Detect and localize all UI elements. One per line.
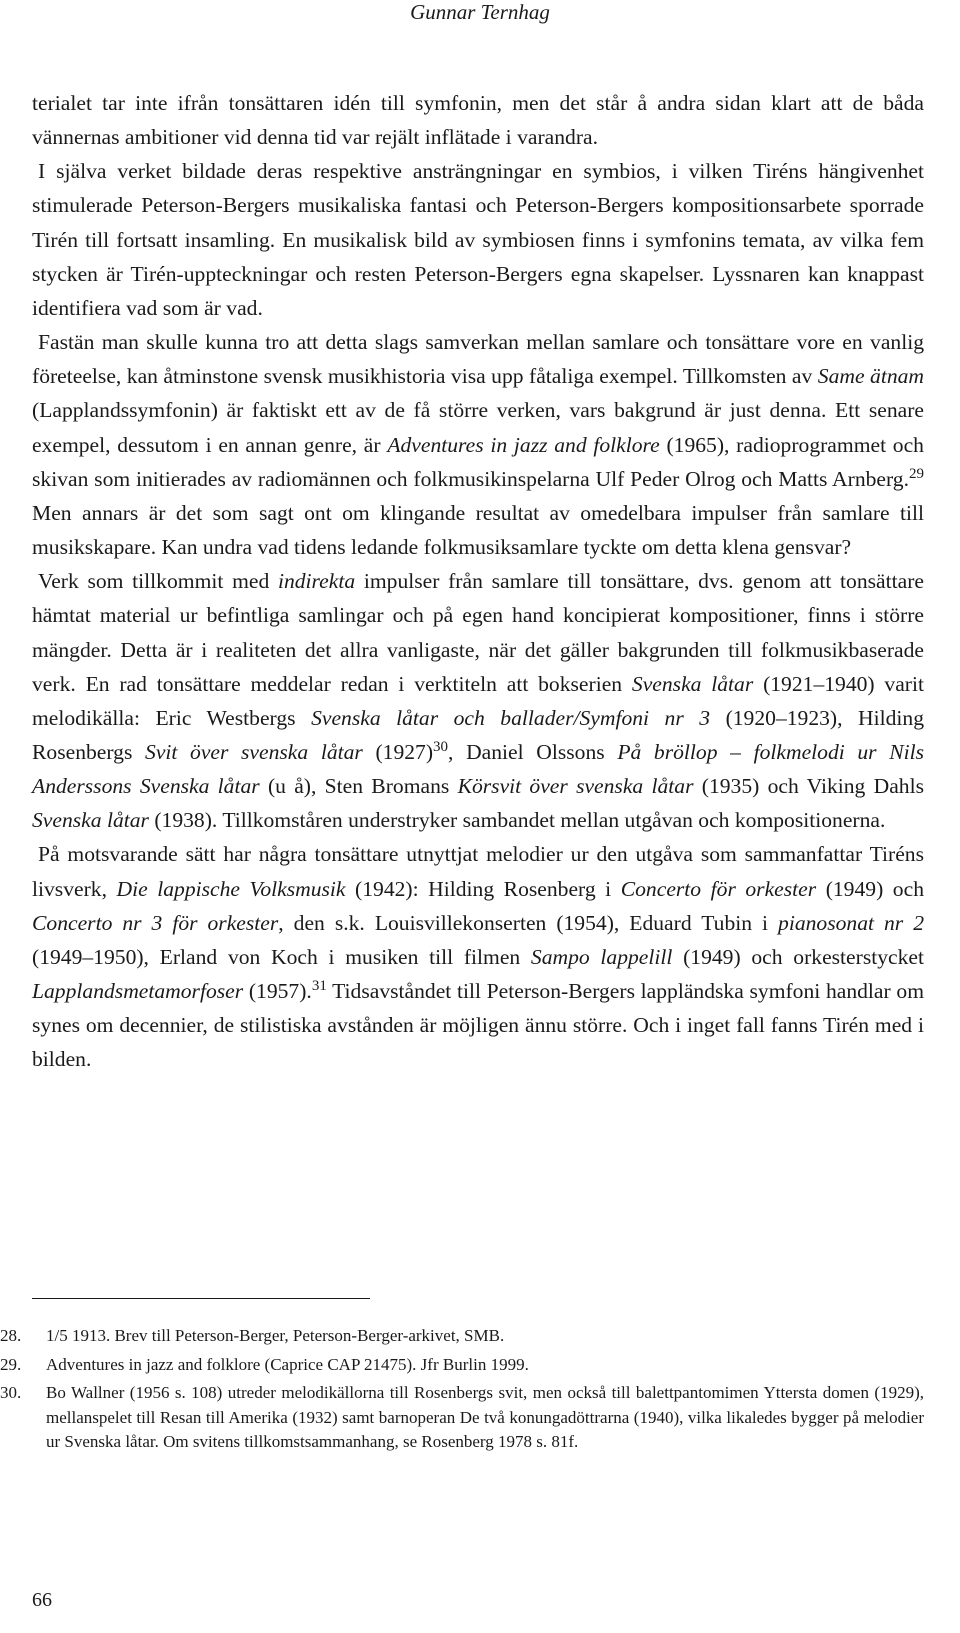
footnote-28	[0, 1324, 924, 1349]
italic-title: Die lappische Volksmusik	[116, 876, 346, 901]
text-run: I själva verket bildade deras respektive ansträngningar en symbios, i vilken Tiréns hängivenhet stimulerade Peterson-Bergers musikaliska fantasi och Peterson-Bergers kompositionsarbete sporrade Tirén till fortsatt insamling. En musikalisk bild av symbiosen finns i symfonins temata, av vilka fem stycken är Tirén-uppteckningar och resten Peterson-Bergers egna skapelser. Lyssnaren kan knappast identifiera vad som är vad.	[32, 159, 924, 320]
italic-title: Concerto för orkester	[620, 876, 817, 901]
footnote-number: 29.	[0, 1354, 22, 1374]
italic-title: Svenska låtar	[32, 808, 149, 833]
italic-title: Svenska låtar	[631, 671, 754, 696]
footnote-ref: 29	[909, 465, 924, 482]
italic-title: pianosonat nr 2	[778, 910, 924, 935]
italic-title: På bröllop – folkmelodi ur Nils Anderssons Svenska låtar	[32, 739, 925, 799]
italic-title: Adventures in jazz and folklore	[387, 432, 660, 457]
text-run: terialet tar inte ifrån tonsättaren idén till symfonin, men det står å andra sidan klart att de båda vännernas ambitioner vid denna tid var rejält inflätade i varandra.	[32, 91, 924, 150]
running-title: Gunnar Ternhag	[410, 0, 550, 24]
text-run: (1957).	[243, 979, 312, 1004]
text-run: (1942): Hilding Rosenberg i	[345, 876, 621, 901]
italic-title: Svit över svenska låtar	[145, 739, 363, 764]
italic-title: Same ätnam	[817, 364, 925, 389]
text-run: På motsvarande sätt har några tonsättare utnyttjat melodier ur den utgåva som sammanfattar Tiréns livsverk,	[32, 842, 924, 901]
footnote-number: 30.	[0, 1383, 22, 1402]
text-run: Verk som tillkommit med	[38, 569, 278, 594]
italic-title: indirekta	[277, 569, 356, 594]
text-run: (1935) och Viking Dahls	[693, 774, 925, 799]
text-run: (1965), radioprogrammet och skivan som initierades av radiomännen och folkmusikinspelarna Ulf Peder Olrog och Matts Arnberg.	[32, 432, 924, 491]
footnote-30	[0, 1381, 924, 1455]
text-run: (1949) och orkesterstycket	[672, 944, 924, 969]
text-run: (1927)	[362, 739, 434, 764]
italic-title: Sampo lappelill	[530, 944, 673, 969]
text-run: (1921–1940) varit melodikälla: Eric Westbergs	[32, 671, 925, 730]
italic-title: Lapplandsmetamorfoser	[32, 979, 244, 1004]
footnote-text: Adventures in jazz and folklore (Caprice CAP 21475). Jfr Burlin 1999.	[46, 1354, 529, 1374]
text-run: (Lapplandssymfonin) är faktiskt ett av de få större verken, vars bakgrund är just denna. Ett senare exempel, dessutom i en annan genre, är	[32, 398, 924, 457]
text-run: , Daniel Olssons	[448, 739, 618, 764]
paragraph-2	[32, 154, 924, 325]
page-number: 66	[32, 1589, 52, 1611]
text-run: (1949–1950), Erland von Koch i musiken till filmen	[32, 944, 531, 969]
footnotes	[0, 1324, 924, 1459]
text-run: Tidsavståndet till Peterson-Bergers lappländska symfoni handlar om synes om decennier, de stilistiska avstånden är möjligen ännu större. Och i inget fall fanns Tirén med i bilden.	[32, 979, 924, 1072]
italic-title: Körsvit över svenska låtar	[457, 774, 694, 799]
text-run: impulser från samlare till tonsättare, dvs. genom att tonsättare hämtat material ur befintliga samlingar och på egen hand koncipierat kompositioner, finns i större mängder. Detta är i realiteten det allra vanligaste, när det gäller bakgrunden till folkmusikbaserade verk. En rad tonsättare meddelar redan i verktiteln att bokserien	[32, 569, 924, 696]
paragraph-1	[32, 86, 924, 154]
footnote-text: 1/5 1913. Brev till Peterson-Berger, Peterson-Berger-arkivet, SMB.	[46, 1326, 505, 1345]
text-run: (1920–1923), Hilding Rosenbergs	[32, 705, 925, 764]
footnote-text: Bo Wallner (1956 s. 108) utreder melodikällorna till Rosenbergs svit, men också till balettpantomimen Yttersta domen (1929), mellanspelet till Resan till Amerika (1932) samt barnoperan De två konungadöttrarna (1940), vilka likaledes bygger på melodier ur Svenska låtar. Om svitens tillkomstsammanhang, se Rosenberg 1978 s. 81f.	[46, 1383, 924, 1451]
body-text	[32, 86, 924, 1077]
paragraph-4	[32, 564, 924, 837]
footnote-ref: 30	[433, 738, 449, 755]
italic-title: Concerto nr 3 för orkester	[32, 910, 279, 935]
running-header	[0, 0, 960, 24]
text-run: (u å), Sten Bromans	[259, 774, 458, 799]
paragraph-5	[32, 837, 924, 1076]
paragraph-3	[32, 325, 924, 564]
text-run: (1949) och	[816, 876, 924, 901]
footnote-separator	[32, 1298, 370, 1299]
footnote-ref: 31	[311, 978, 327, 995]
italic-title: Svenska låtar och ballader/Symfoni nr 3	[311, 705, 711, 730]
text-run: Men annars är det som sagt ont om klingande resultat av omedelbara impulser från samlare till musikskapare. Kan undra vad tidens ledande folkmusiksamlare tyckte om detta klena gensvar?	[32, 500, 924, 560]
text-run: Fastän man skulle kunna tro att detta slags samverkan mellan samlare och tonsättare vore en vanlig företeelse, kan åtminstone svensk musikhistoria visa upp fåtaliga exempel. Tillkomsten av	[32, 330, 924, 389]
text-run: (1938). Tillkomståren understryker sambandet mellan utgåvan och kompositionerna.	[148, 808, 886, 833]
footnote-number: 28.	[0, 1326, 22, 1345]
text-run: , den s.k. Louisvillekonserten (1954), Eduard Tubin i	[278, 910, 779, 935]
footnote-29	[0, 1353, 924, 1378]
